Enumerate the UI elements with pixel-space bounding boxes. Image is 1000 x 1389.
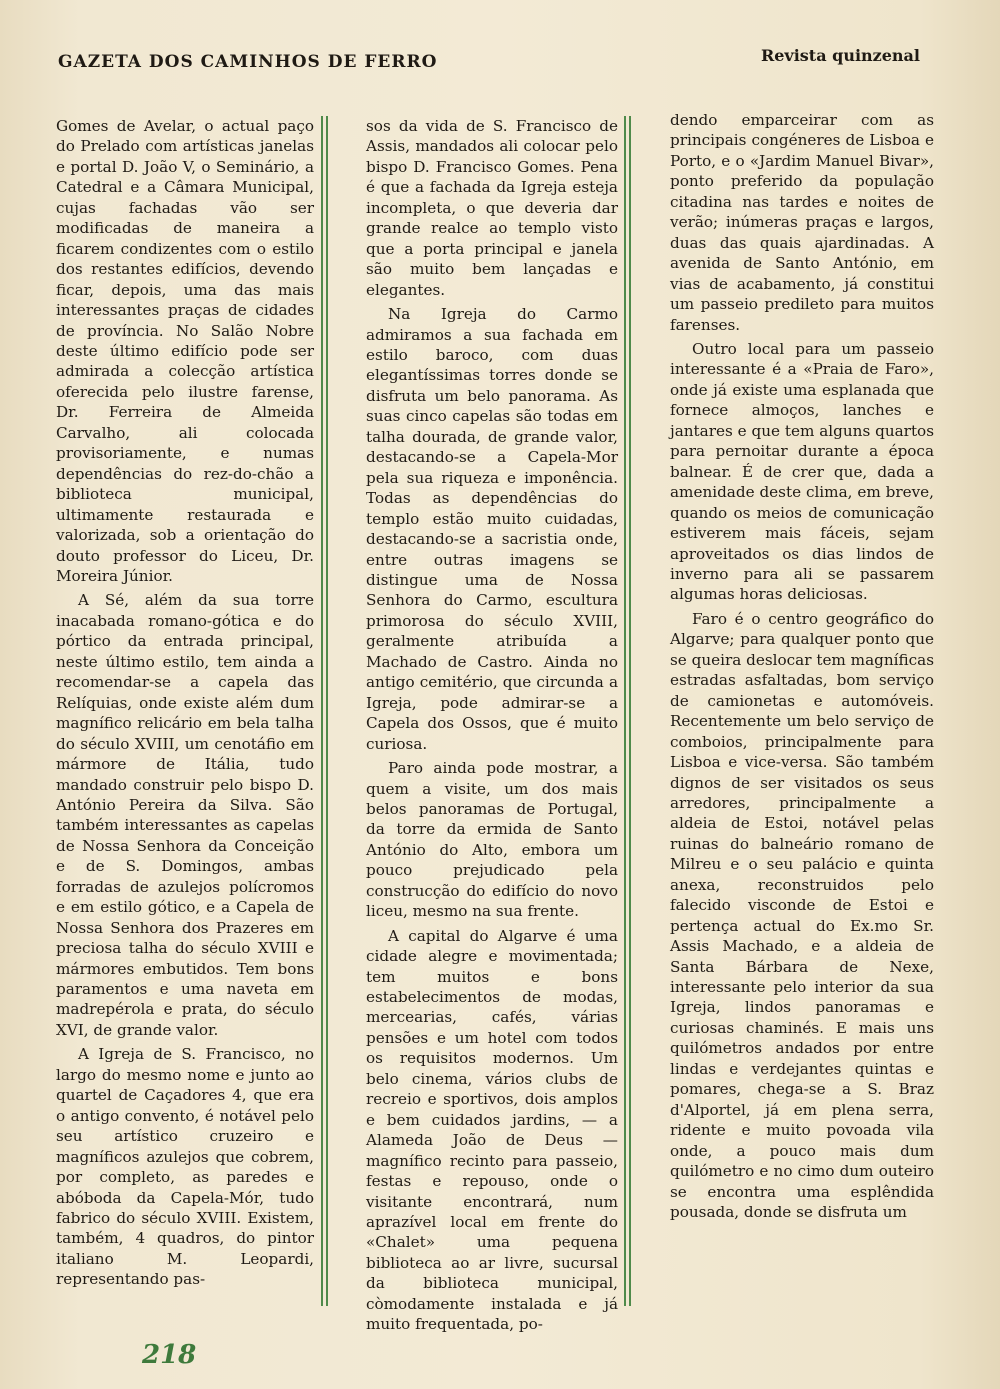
paragraph: Na Igreja do Carmo admiramos a sua fachada em estilo baroco, com duas elegantíssimas torres donde se disfruta um belo panorama. As suas cinco capelas são todas em talha dourada, de grande valor, destacando-se a Capela-Mor pela sua riqueza e imponência. Todas as dependências do templo estão muito cuidadas, destacando-se a sacristia onde, entre outras imagens se distingue uma de Nossa Senhora do Carmo, escultura primorosa do século XVIII, geralmente atribuída a Machado de Castro. Ainda no antigo cemitério, que circunda a Igreja, pode admirar-se a Capela dos Ossos, que é muito curiosa. [366, 305, 618, 753]
paragraph: Faro é o centro geográfico do Algarve; para qualquer ponto que se queira deslocar tem magníficas estradas asfaltadas, bom serviço de camionetas e automóveis. Recentemente um belo serviço de comboios, principalmente para Lisboa e vice-versa. São também dignos de ser visitados os seus arredores, principalmente a aldeia de Estoi, notável pelas ruinas do balneário romano de Milreu e o seu palácio e quinta anexa, reconstruidos pelo falecido visconde de Estoi e pertença actual do Ex.mo Sr. Assis Machado, e a aldeia de Santa Bárbara de Nexe, interessante pelo interior da sua Igreja, lindos panoramas e curiosas chaminés. E mais uns quilómetros andados por entre lindas e verdejantes quintas e pomares, chega-se a S. Braz d'Alportel, já em plena serra, ridente e muito povoada vila onde, a pouco mais dum quilómetro e no cimo dum outeiro se encontra uma esplêndida pousada, donde se disfruta um [670, 609, 934, 1222]
page-number: 218 [142, 1340, 197, 1370]
paragraph: Paro ainda pode mostrar, a quem a visite, um dos mais belos panoramas de Portugal, da torre da ermida de Santo António do Alto, embora um pouco prejudicado pela construcção do edifício do novo liceu, mesmo na sua frente. [366, 759, 618, 921]
text-column-2 [366, 116, 618, 1335]
paragraph: sos da vida de S. Francisco de Assis, mandados ali colocar pelo bispo D. Francisco Gomes. Pena é que a fachada da Igreja esteja incompleta, o que deveria dar grande realce ao templo visto que a porta principal e janela são muito bem lançadas e elegantes. [366, 117, 618, 299]
paragraph: A Sé, além da sua torre inacabada romano-gótica e do pórtico da entrada principal, neste último estilo, tem ainda a recomendar-se a capela das Relíquias, onde existe além dum magnífico relicário em bela talha do século XVIII, um cenotáfio em mármore de Itália, tudo mandado construir pelo bispo D. António Pereira da Silva. São também interessantes as capelas de Nossa Senhora da Conceição e de S. Domingos, ambas forradas de azulejos polícromos e em estilo gótico, e a Capela de Nossa Senhora dos Prazeres em preciosa talha do século XVIII e mármores embutidos. Tem bons paramentos e uma naveta em madrepérola e prata, do século XVI, de grande valor. [56, 591, 314, 1039]
column-divider [624, 116, 631, 1306]
paragraph: Outro local para um passeio interessante é a «Praia de Faro», onde já existe uma esplanada que fornece almoços, lanches e jantares e que tem alguns quartos para pernoitar durante a época balnear. É de crer que, dada a amenidade deste clima, em breve, quando os meios de comunicação estiverem mais fáceis, sejam aproveitados os dias lindos de inverno para ali se passarem algumas horas deliciosas. [670, 339, 934, 604]
text-column-3 [670, 110, 934, 1222]
text-column-1 [56, 116, 314, 1290]
paragraph: dendo emparceirar com as principais congéneres de Lisboa e Porto, e o «Jardim Manuel Bivar», ponto preferido da população citadina nas tardes e noites de verão; inúmeras praças e largos, duas das quais ajardinadas. A avenida de Santo António, em vias de acabamento, já constitui um passeio predileto para muitos farenses. [670, 111, 934, 334]
column-divider [321, 116, 328, 1306]
paragraph: A Igreja de S. Francisco, no largo do mesmo nome e junto ao quartel de Caçadores 4, que era o antigo convento, é notável pelo seu artístico cruzeiro e magníficos azulejos que cobrem, por completo, as paredes e abóboda da Capela-Mór, tudo fabrico do século XVIII. Existem, também, 4 quadros, do pintor italiano M. Leopardi, representando pas- [56, 1045, 314, 1289]
section-label: Revista quinzenal [760, 46, 920, 65]
journal-title: GAZETA DOS CAMINHOS DE FERRO [58, 52, 438, 72]
paragraph: A capital do Algarve é uma cidade alegre e movimentada; tem muitos e bons estabelecimentos de modas, mercearias, cafés, várias pensões e um hotel com todos os requisitos modernos. Um belo cinema, vários clubs de recreio e sportivos, dois amplos e bem cuidados jardins, — a Alameda João de Deus — magnífico recinto para passeio, festas e repouso, onde o visitante encontrará, num aprazível local em frente do «Chalet» uma pequena biblioteca ao ar livre, sucursal da biblioteca municipal, còmodamente instalada e já muito frequentada, po- [366, 926, 618, 1334]
paragraph: Gomes de Avelar, o actual paço do Prelado com artísticas janelas e portal D. João V, o Seminário, a Catedral e a Câmara Municipal, cujas fachadas vão ser modificadas de maneira a ficarem condizentes com o estilo dos restantes edifícios, devendo ficar, depois, uma das mais interessantes praças de cidades de província. No Salão Nobre deste último edifício pode ser admirada a colecção artística oferecida pelo ilustre farense, Dr. Ferreira de Almeida Carvalho, ali colocada provisoriamente, e numas dependências do rez-do-chão a biblioteca municipal, ultimamente restaurada e valorizada, sob a orientação do douto professor do Liceu, Dr. Moreira Júnior. [56, 117, 314, 585]
